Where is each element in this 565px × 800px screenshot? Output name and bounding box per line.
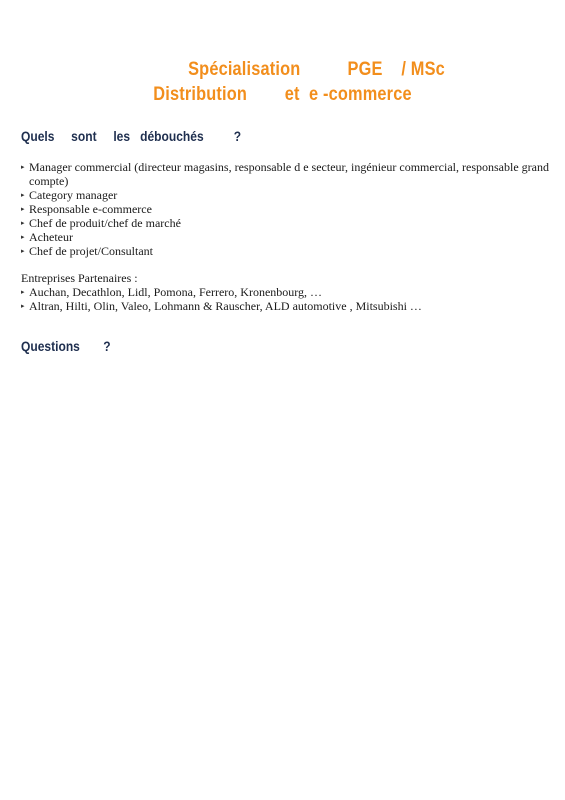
list-item: ▸ Responsable e-commerce (21, 202, 152, 216)
list-item: ▸ Manager commercial (directeur magasins, responsable d e secteur, ingénieur commercial, responsable grand compte) (21, 160, 549, 188)
list-item: ▸ Category manager (21, 188, 118, 202)
bullet-icon: ▸ (21, 233, 25, 241)
partners-label: Entreprises Partenaires : (21, 271, 138, 285)
debouches-heading: Quels sont les débouchés ? (21, 128, 242, 144)
bullet-icon: ▸ (21, 205, 25, 213)
list-item: ▸ Chef de produit/chef de marché (21, 216, 181, 230)
list-item: ▸ Altran, Hilti, Olin, Valeo, Lohmann & Rauscher, ALD automotive , Mitsubishi … (21, 299, 422, 313)
title-line-1: Spécialisation PGE / MSc (188, 59, 445, 80)
bullet-icon: ▸ (21, 219, 25, 227)
bullet-icon: ▸ (21, 163, 25, 171)
bullet-icon: ▸ (21, 288, 25, 296)
debouches-list (21, 160, 551, 258)
bullet-icon: ▸ (21, 302, 25, 310)
list-item: ▸ Acheteur (21, 230, 73, 244)
bullet-icon: ▸ (21, 247, 25, 255)
list-item: ▸ Auchan, Decathlon, Lidl, Pomona, Ferrero, Kronenbourg, … (21, 285, 323, 299)
partners-list (21, 285, 551, 313)
list-item: ▸ Chef de projet/Consultant (21, 244, 153, 258)
questions-heading: Questions ? (21, 338, 111, 354)
title-line-2: Distribution et e -commerce (153, 84, 412, 105)
bullet-icon: ▸ (21, 191, 25, 199)
